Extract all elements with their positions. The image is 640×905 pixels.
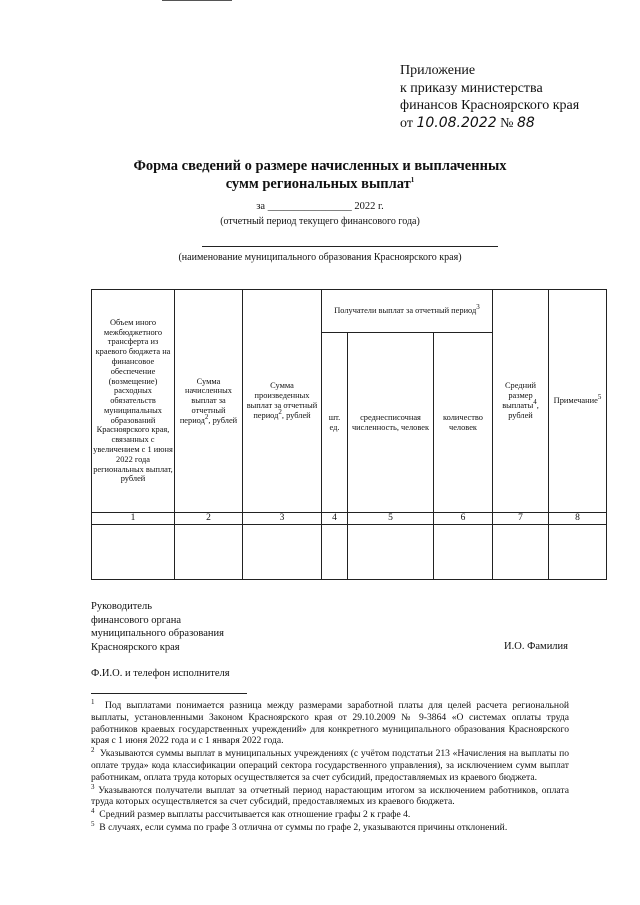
appendix-date-line xyxy=(400,115,579,133)
form-title xyxy=(0,157,640,193)
header-col8 xyxy=(549,290,607,513)
footnote-separator xyxy=(91,693,247,694)
column-number: 3 xyxy=(243,513,322,525)
footnote-text: Указываются суммы выплат в муниципальных учреждениях (с учётом подстатьи 213 «Начисления на выплаты по оплате труда» кода классификации операций сектора государственного управления), за исключением сумм выплат работникам, оплата труда которых осуществляется за счет субсидий, предоставляемых из краевого бюджета. xyxy=(91,748,570,783)
header-col8-text: Примечание xyxy=(553,396,598,406)
handwritten-number: 88 xyxy=(516,114,535,131)
signature-block xyxy=(91,600,224,654)
period-blank: ________________ xyxy=(267,201,352,212)
footnote xyxy=(91,748,569,783)
column-number: 7 xyxy=(493,513,549,525)
header-col2 xyxy=(175,290,243,513)
footnote-text: В случаях, если сумма по графе 3 отлична от суммы по графе 2, указываются причины отклонений. xyxy=(99,821,508,833)
header-recipients-text: Получатели выплат за отчетный период xyxy=(334,306,477,316)
date-prefix: от xyxy=(400,115,413,131)
signature-line2: финансового органа xyxy=(91,614,182,626)
appendix-line1: Приложение xyxy=(400,63,476,78)
header-col3-sup: 2 xyxy=(278,408,282,416)
footnote xyxy=(91,782,570,809)
scan-artifact xyxy=(162,0,232,4)
data-cell xyxy=(348,525,434,580)
header-col2-sup: 2 xyxy=(204,412,209,421)
data-cell xyxy=(493,525,549,580)
header-col7 xyxy=(493,290,549,513)
header-col5: среднесписочная численность, человек xyxy=(348,333,434,513)
title-line2-text: сумм региональных выплат xyxy=(225,176,411,192)
footnote-mark: 4 xyxy=(91,806,95,815)
footnote-text: Средний размер выплаты рассчитывается как отношение графы 2 к графе 4. xyxy=(99,809,411,821)
appendix-line3: финансов Красноярского края xyxy=(400,98,580,113)
header-col7-end: , рублей xyxy=(508,401,539,420)
title-footnote-mark: 1 xyxy=(410,176,415,185)
footnote-text: Под выплатами понимается разница между размерами заработной платы для целей расчета региональной выплаты, установленными Законом Красноярского края от 29.10.2009 № 9-3864 «О системах оплаты труда работников краевых государственных учреждений» для конкретного муниципального образования Красноярского края с 1 июня 2022 года и с 1 января 2022 года. xyxy=(91,700,569,747)
appendix-line2: к приказу министерства xyxy=(400,80,543,96)
period-year: 2022 г. xyxy=(354,201,384,212)
header-recipients-sup: 3 xyxy=(476,303,480,312)
header-col3 xyxy=(243,290,322,513)
municipality-note: (наименование муниципального образования Красноярского края) xyxy=(178,252,462,263)
number-prefix: № xyxy=(500,115,514,131)
footnote xyxy=(91,697,569,747)
municipality-blank-line xyxy=(202,246,498,247)
data-cell xyxy=(92,525,175,580)
footnote-text: Указываются получатели выплат за отчетный период нарастающим итогом за исключением работников, оплата труда которых осуществляется за счет субсидий, предоставляемых из краевого бюджета. xyxy=(91,784,570,808)
header-recipients xyxy=(322,290,493,333)
header-col8-sup: 5 xyxy=(597,393,602,402)
footnote xyxy=(91,819,569,834)
header-col3-text: Сумма произведенных выплат за отчетный период xyxy=(246,381,318,420)
data-cell xyxy=(549,525,607,580)
header-col1: Объем иного межбюджетного трансферта из краевого бюджета на финансовое обеспечение (возмещение) расходных обязательств муниципальных образований Красноярского края, связанных с увеличением с 1 июня 2022 года региональных выплат, рублей xyxy=(92,290,175,513)
period-prefix: за xyxy=(256,201,266,212)
footnote-mark: 1 xyxy=(91,697,95,706)
handwritten-date: 10.08.2022 xyxy=(416,114,497,131)
data-cell xyxy=(175,525,243,580)
column-number: 2 xyxy=(175,513,243,525)
header-col7-sup: 4 xyxy=(533,398,537,407)
header-col4: шт. ед. xyxy=(322,333,348,513)
report-table xyxy=(91,289,607,580)
footnote-mark: 5 xyxy=(91,819,95,828)
column-number: 5 xyxy=(348,513,434,525)
signature-line1: Руководитель xyxy=(91,601,152,612)
header-col2-end: , рублей xyxy=(208,415,238,425)
period-note: (отчетный период текущего финансового года) xyxy=(220,216,420,227)
footnote-mark: 2 xyxy=(91,746,95,754)
header-col7-text: Средний размер выплаты xyxy=(502,381,537,410)
title-line1: Форма сведений о размере начисленных и выплаченных xyxy=(133,158,507,174)
header-col3-end: , рублей xyxy=(281,410,311,420)
data-cell xyxy=(322,525,348,580)
column-number: 1 xyxy=(92,513,175,525)
header-col6: количество человек xyxy=(434,333,493,513)
column-number: 8 xyxy=(549,513,607,525)
executor-line: Ф.И.О. и телефон исполнителя xyxy=(91,668,230,679)
title-line2 xyxy=(0,175,640,193)
appendix-header xyxy=(400,62,579,132)
column-number: 6 xyxy=(434,513,493,525)
data-cell xyxy=(243,525,322,580)
footnote xyxy=(91,806,569,821)
signature-name: И.О. Фамилия xyxy=(504,641,568,652)
header-col2-text: Сумма начисленных выплат за отчетный период xyxy=(179,376,232,425)
data-cell xyxy=(434,525,493,580)
column-number: 4 xyxy=(322,513,348,525)
signature-line4: Красноярского края xyxy=(91,641,180,653)
period-line xyxy=(0,201,640,212)
footnotes xyxy=(91,697,570,835)
footnote-mark: 3 xyxy=(91,782,95,791)
signature-line3: муниципального образования xyxy=(91,628,224,639)
